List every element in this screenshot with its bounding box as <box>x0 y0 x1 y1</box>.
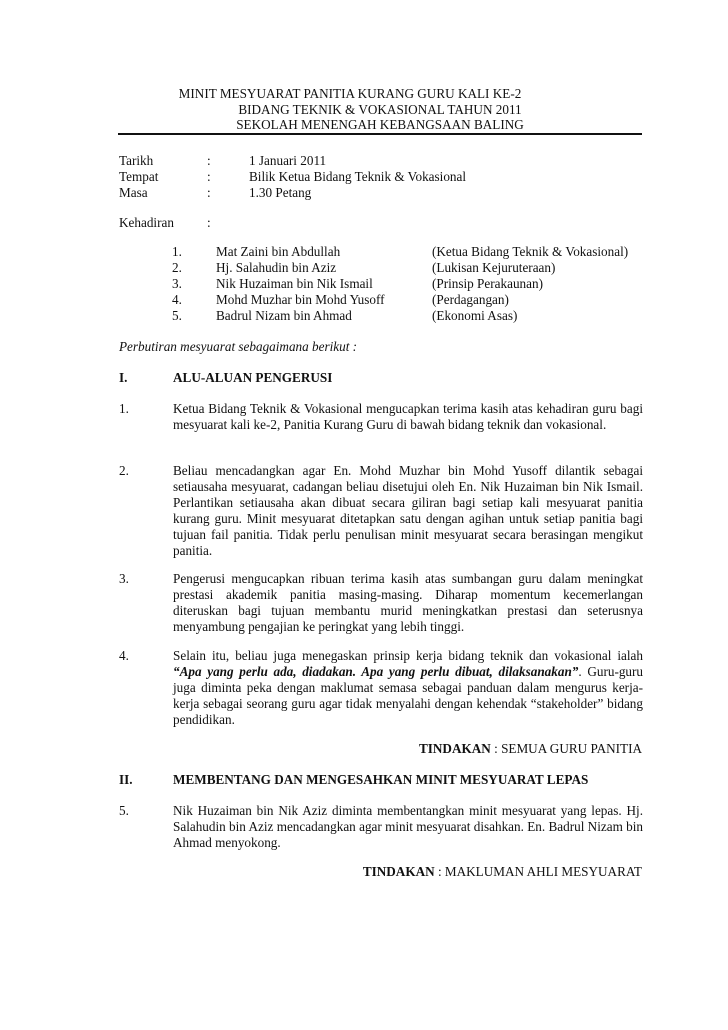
attendee-role: (Prinsip Perakaunan) <box>432 276 543 291</box>
paragraph-text: Ketua Bidang Teknik & Vokasional mengucapkan terima kasih atas kehadiran guru bagi mesyuarat kali ke-2, Panitia Kurang Guru di bawah bidang teknik dan vokasional. <box>173 401 643 432</box>
info-colon: : <box>207 169 211 184</box>
section-title: ALU-ALUAN PENGERUSI <box>173 370 333 385</box>
action-separator: : <box>434 864 445 879</box>
list-item <box>172 260 628 276</box>
principle-quote: “Apa yang perlu ada, diadakan. Apa yang perlu dibuat, dilaksanakan” <box>173 664 579 679</box>
action-label: TINDAKAN <box>418 741 491 756</box>
document-header <box>120 86 640 133</box>
paragraph <box>119 401 643 433</box>
info-row-time <box>119 185 466 201</box>
info-label: Masa <box>119 185 148 200</box>
attendance-list <box>172 244 628 324</box>
paragraph-text: Beliau mencadangkan agar En. Mohd Muzhar bin Mohd Yusoff dilantik sebagai setiausaha mesyuarat, cadangan beliau disetujui oleh En. Nik Huzaiman bin Nik Ismail. Perlantikan setiausaha akan dibuat secara giliran bagi setiap kali mesyuarat panitia kurang guru. Minit mesyuarat ditetapkan satu dengan agihan untuk setiap panitia bagi tujuan fail panitia. Tidak perlu penulisan minit mesyuarat secara berasingan mengikut panitia. <box>173 463 643 558</box>
action-separator: : <box>490 741 502 756</box>
attendee-role: (Perdagangan) <box>432 292 509 307</box>
paragraph <box>119 648 643 728</box>
attendee-number: 5. <box>172 308 182 323</box>
action-line <box>363 864 642 880</box>
attendee-number: 4. <box>172 292 182 307</box>
list-item <box>172 292 628 308</box>
header-subtitle: BIDANG TEKNIK & VOKASIONAL TAHUN 2011 <box>238 101 522 117</box>
attendee-name: Nik Huzaiman bin Nik Ismail <box>216 276 373 291</box>
section-heading <box>119 370 332 386</box>
info-row-date <box>119 153 466 169</box>
paragraph-number: 2. <box>119 463 129 478</box>
info-colon: : <box>207 153 211 168</box>
paragraph-text-part: . Guru-guru juga diminta peka dengan maklumat semasa sebagai panduan dalam mengurus kerja-kerja sebagai seorang guru agar tidak menyalahi dengan kehendak “stakeholder” bidang pendidikan. <box>173 664 644 727</box>
header-rule <box>118 133 642 135</box>
section-number: I. <box>119 370 128 385</box>
header-school: SEKOLAH MENENGAH KEBANGSAAN BALING <box>236 117 524 132</box>
info-colon: : <box>207 185 211 200</box>
info-value: Bilik Ketua Bidang Teknik & Vokasional <box>249 169 467 184</box>
paragraph-number: 4. <box>119 648 129 663</box>
attendee-name: Mat Zaini bin Abdullah <box>216 244 341 259</box>
list-item <box>172 244 628 260</box>
minutes-intro: Perbutiran mesyuarat sebagaimana berikut : <box>119 339 358 354</box>
paragraph-number: 5. <box>119 803 129 818</box>
action-value: MAKLUMAN AHLI MESYUARAT <box>444 864 642 879</box>
paragraph <box>119 463 643 559</box>
meeting-info <box>119 153 466 201</box>
info-label: Tarikh <box>119 153 154 168</box>
paragraph-number: 3. <box>119 571 129 586</box>
paragraph-text: Nik Huzaiman bin Nik Aziz diminta membentangkan minit mesyuarat yang lepas. Hj. Salahudin bin Aziz mencadangkan agar minit mesyuarat disahkan. En. Badrul Nizam bin Ahmad menyokong. <box>173 803 643 850</box>
attendance-label-row <box>119 215 211 231</box>
list-item <box>172 308 628 324</box>
info-row-place <box>119 169 466 185</box>
attendee-role: (Lukisan Kejuruteraan) <box>432 260 556 275</box>
attendee-role: (Ekonomi Asas) <box>432 308 518 323</box>
action-value: SEMUA GURU PANITIA <box>501 741 642 756</box>
attendee-name: Badrul Nizam bin Ahmad <box>216 308 352 323</box>
attendance-colon: : <box>207 215 211 230</box>
action-line <box>419 741 642 757</box>
paragraph-number: 1. <box>119 401 129 416</box>
attendance-label: Kehadiran <box>119 215 174 230</box>
paragraph <box>119 803 643 851</box>
attendee-role: (Ketua Bidang Teknik & Vokasional) <box>432 244 629 259</box>
section-number: II. <box>119 772 133 787</box>
info-value: 1 Januari 2011 <box>249 153 327 168</box>
attendee-name: Hj. Salahudin bin Aziz <box>216 260 337 275</box>
list-item <box>172 276 628 292</box>
attendee-number: 3. <box>172 276 182 291</box>
action-label: TINDAKAN <box>362 864 435 879</box>
header-title: MINIT MESYUARAT PANITIA KURANG GURU KALI KE-2 <box>178 86 522 101</box>
info-value: 1.30 Petang <box>249 185 312 200</box>
attendee-number: 2. <box>172 260 182 275</box>
paragraph-text-part: Selain itu, beliau juga menegaskan prinsip kerja bidang teknik dan vokasional ialah <box>173 648 643 663</box>
paragraph-text: Pengerusi mengucapkan ribuan terima kasih atas sumbangan guru dalam meningkat prestasi akademik panitia masing-masing. Diharap momentum kecemerlangan diteruskan bagi tujuan membantu murid meningkatkan prestasi dan seterusnya menyambung pengajian ke peringkat yang lebih tinggi. <box>173 571 643 634</box>
paragraph-text <box>173 648 643 728</box>
paragraph <box>119 571 643 635</box>
attendee-name: Mohd Muzhar bin Mohd Yusoff <box>216 292 385 307</box>
attendee-number: 1. <box>172 244 182 259</box>
info-label: Tempat <box>119 169 159 184</box>
section-title: MEMBENTANG DAN MENGESAHKAN MINIT MESYUARAT LEPAS <box>173 772 589 787</box>
section-heading <box>119 772 588 788</box>
